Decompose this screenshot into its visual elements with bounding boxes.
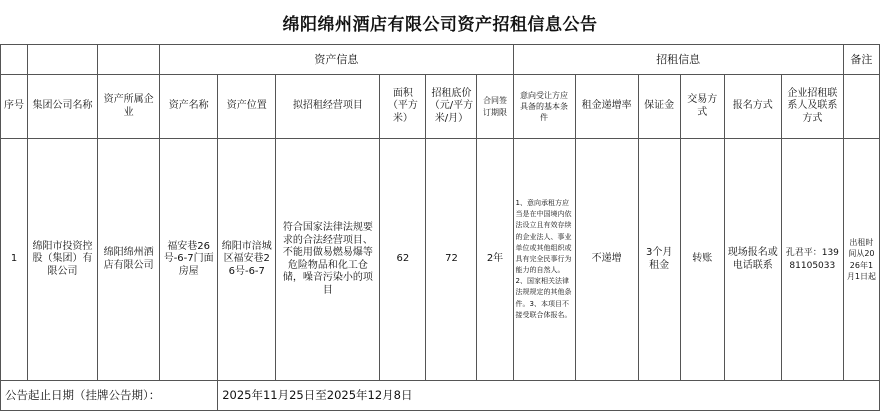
blank-cell bbox=[28, 45, 98, 75]
cell-asset-location: 绵阳市涪城区福安巷26号-6-7 bbox=[218, 139, 276, 381]
footer-row bbox=[1, 381, 880, 411]
col-registration: 报名方式 bbox=[724, 75, 781, 139]
blank-cell bbox=[1, 45, 28, 75]
col-planned-business: 拟招租经营项目 bbox=[276, 75, 380, 139]
cell-rent-increase: 不递增 bbox=[575, 139, 638, 381]
col-rent-increase: 租金递增率 bbox=[575, 75, 638, 139]
blank-cell bbox=[98, 45, 160, 75]
col-group: 集团公司名称 bbox=[28, 75, 98, 139]
cell-deposit: 3个月租金 bbox=[638, 139, 680, 381]
col-asset-name: 资产名称 bbox=[160, 75, 218, 139]
page-title: 绵阳绵州酒店有限公司资产招租信息公告 bbox=[282, 14, 598, 35]
cell-enterprise: 绵阳绵州酒店有限公司 bbox=[98, 139, 160, 381]
cell-requirements: 1、意向承租方应当是在中国境内依法设立且有效存续的企业法人、事业单位或其他组织或具有完全民事行为能力的自然人。2、国家相关法律法规规定的其他条件。3、本项目不接受联合体报名。 bbox=[513, 139, 575, 381]
col-base-price: 招租底价（元/平方米/月） bbox=[426, 75, 477, 139]
col-deposit: 保证金 bbox=[638, 75, 680, 139]
col-asset-location: 资产位置 bbox=[218, 75, 276, 139]
cell-contact: 孔君平：13981105033 bbox=[781, 139, 843, 381]
announcement-period-label: 公告起止日期（挂牌公告期）： bbox=[1, 381, 218, 411]
column-header-row bbox=[1, 75, 880, 139]
cell-seq: 1 bbox=[1, 139, 28, 381]
lease-info-table bbox=[0, 44, 880, 411]
table-row bbox=[1, 139, 880, 381]
col-requirements: 意向受让方应具备的基本条件 bbox=[513, 75, 575, 139]
cell-transaction-method: 转账 bbox=[680, 139, 724, 381]
col-contract-term: 合同签订期限 bbox=[477, 75, 513, 139]
cell-remark: 出租时间从2026年1月1日起 bbox=[843, 139, 879, 381]
remark-header: 备注 bbox=[843, 45, 879, 75]
cell-registration: 现场报名或电话联系 bbox=[724, 139, 781, 381]
col-seq: 序号 bbox=[1, 75, 28, 139]
col-enterprise: 资产所属企业 bbox=[98, 75, 160, 139]
lease-info-header: 招租信息 bbox=[513, 45, 843, 75]
cell-group: 绵阳市投资控股（集团）有限公司 bbox=[28, 139, 98, 381]
col-contact: 企业招租联系人及联系方式 bbox=[781, 75, 843, 139]
cell-base-price: 72 bbox=[426, 139, 477, 381]
col-transaction-method: 交易方式 bbox=[680, 75, 724, 139]
cell-planned-business: 符合国家法律法规要求的合法经营项目、不能用做易燃易爆等危险物品和化工仓储，噪音污染小的项目 bbox=[276, 139, 380, 381]
blank-cell bbox=[843, 75, 879, 139]
announcement-period-value: 2025年11月25日至2025年12月8日 bbox=[218, 381, 880, 411]
cell-contract-term: 2年 bbox=[477, 139, 513, 381]
col-area: 面积（平方米） bbox=[380, 75, 426, 139]
cell-asset-name: 福安巷26号-6-7门面房屋 bbox=[160, 139, 218, 381]
asset-info-header: 资产信息 bbox=[160, 45, 513, 75]
cell-area: 62 bbox=[380, 139, 426, 381]
section-header-row bbox=[1, 45, 880, 75]
